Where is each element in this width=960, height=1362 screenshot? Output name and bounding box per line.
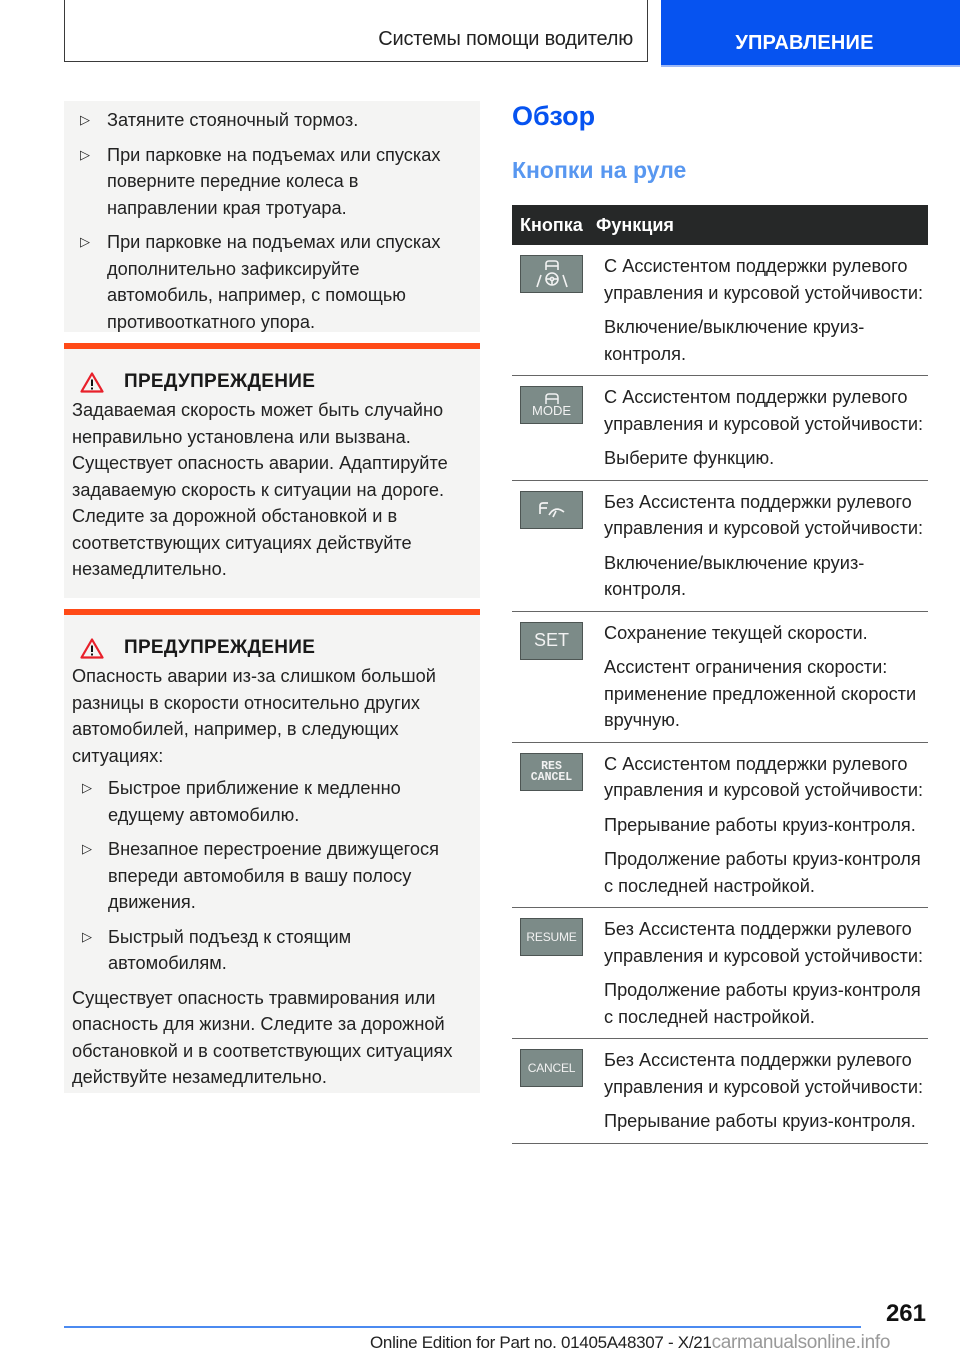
header-chapter-tab[interactable] <box>661 0 960 65</box>
bullet-arrow-icon: ▷ <box>80 112 90 127</box>
function-text: Ассистент ограничения скорости: применение предложенной скорости вручную. <box>604 657 917 730</box>
warning-triangle-icon <box>80 638 104 659</box>
bullet-arrow-icon: ▷ <box>82 841 92 856</box>
cancel-button: CANCEL <box>520 1049 583 1087</box>
bullet-arrow-icon: ▷ <box>82 780 92 795</box>
function-text: С Ассистентом поддержки рулевого управления и курсовой устойчивости: <box>604 753 924 800</box>
list-item: ▷ При парковке на подъемах или спусках дополнительно зафиксируйте автомобиль, например, с помощью противооткатного упора. <box>76 229 470 335</box>
edition-text: Online Edition for Part no. 01405A48307 - X/21 <box>370 1333 712 1352</box>
parking-tips-list <box>76 107 470 335</box>
bullet-arrow-icon: ▷ <box>82 928 92 944</box>
function-text: Прерывание работы круиз-контроля. <box>604 1111 916 1131</box>
footer-divider <box>64 1326 861 1328</box>
section-title: Обзор <box>512 101 596 131</box>
function-text: Включение/выключение круиз-контроля. <box>604 552 865 599</box>
table-row <box>512 612 928 743</box>
bullet-arrow-icon: ▷ <box>80 146 90 162</box>
function-text: Без Ассистента поддержки рулевого управления и курсовой устойчивости: <box>604 919 924 966</box>
column-header-button: Кнопка <box>520 214 583 235</box>
warning-heading: ПРЕДУПРЕЖДЕНИЕ <box>72 637 470 659</box>
warning-intro: Опасность аварии из-за слишком большой разницы в скорости относительно других автомобилей, например, в следующих ситуациях: <box>72 666 436 766</box>
resume-button: RESUME <box>520 918 583 956</box>
list-item: ▷ Быстрый подъезд к стоящим автомобилям. <box>78 924 470 977</box>
bullet-arrow-icon: ▷ <box>80 234 90 249</box>
list-item: ▷ Затяните стояночный тормоз. <box>76 107 470 134</box>
table-row <box>512 1039 928 1144</box>
table-row <box>512 908 928 1039</box>
steering-assist-button <box>520 255 583 293</box>
warning-box-1 <box>64 343 480 598</box>
warning-triangle-icon <box>80 372 104 393</box>
table-header <box>512 205 928 245</box>
watermark-link[interactable]: carmanualsonline.info <box>711 1332 891 1353</box>
list-item: ▷ Внезапное перестроение движущегося впереди автомобиля в вашу полосу движения. <box>78 836 470 916</box>
set-button: SET <box>520 622 583 660</box>
table-row <box>512 376 928 481</box>
subsection-title: Кнопки на руле <box>512 157 687 183</box>
buttons-table <box>512 205 928 1144</box>
function-text: Выберите функцию. <box>604 448 775 468</box>
page-number: 261 <box>885 1300 926 1327</box>
warning-heading: ПРЕДУПРЕЖДЕНИЕ <box>72 371 470 393</box>
function-text: Без Ассистента поддержки рулевого управления и курсовой устойчивости: <box>604 1050 924 1097</box>
list-item: ▷ При парковке на подъемах или спусках поверните передние колеса в направлении края тротуара. <box>76 142 470 222</box>
function-text: Сохранение текущей скорости. <box>604 622 868 643</box>
warning-outro: Существует опасность травмирования или опасность для жизни. Следите за дорожной обстановкой и в соответствующих ситуациях действуйте незамедлительно. <box>72 987 453 1087</box>
warning-text: Задаваемая скорость может быть случайно неправильно установлена или вызвана. Существует опасность аварии. Адаптируйте задаваемую скорость к ситуации на дороге. Следите за дорожной обстановкой и в соответствующих ситуациях действуйте незамедлительно. <box>72 400 448 579</box>
warning-situations-list <box>78 775 470 977</box>
function-text: Включение/выключение круиз-контроля. <box>604 317 865 364</box>
cruise-control-icon <box>534 499 570 521</box>
mode-button: MODE <box>520 386 583 424</box>
cruise-control-button <box>520 491 583 529</box>
res-cancel-button: RES CANCEL <box>520 753 583 791</box>
footer-edition <box>370 1332 890 1354</box>
function-text: Продолжение работы круиз-контроля с последней настройкой. <box>604 980 921 1027</box>
function-text: Продолжение работы круиз-контроля с последней настройкой. <box>604 849 921 896</box>
table-row <box>512 481 928 612</box>
column-header-function: Функция <box>596 214 674 235</box>
table-row <box>512 245 928 376</box>
function-text: Без Ассистента поддержки рулевого управления и курсовой устойчивости: <box>604 491 924 538</box>
header-section-box <box>64 0 648 62</box>
header-chapter-title: УПРАВЛЕНИЕ <box>735 32 874 54</box>
table-row <box>512 743 928 909</box>
warning-box-2 <box>64 609 480 1093</box>
list-item: ▷ Быстрое приближение к медленно едущему автомобилю. <box>78 775 470 828</box>
steering-assist-icon <box>530 258 574 290</box>
function-text: С Ассистентом поддержки рулевого управления и курсовой устойчивости: <box>604 256 924 303</box>
function-text: Прерывание работы круиз-контроля. <box>604 814 916 835</box>
parking-tips-box <box>64 101 480 332</box>
header-section-title: Системы помощи водителю <box>378 28 633 50</box>
function-text: С Ассистентом поддержки рулевого управления и курсовой устойчивости: <box>604 387 924 434</box>
